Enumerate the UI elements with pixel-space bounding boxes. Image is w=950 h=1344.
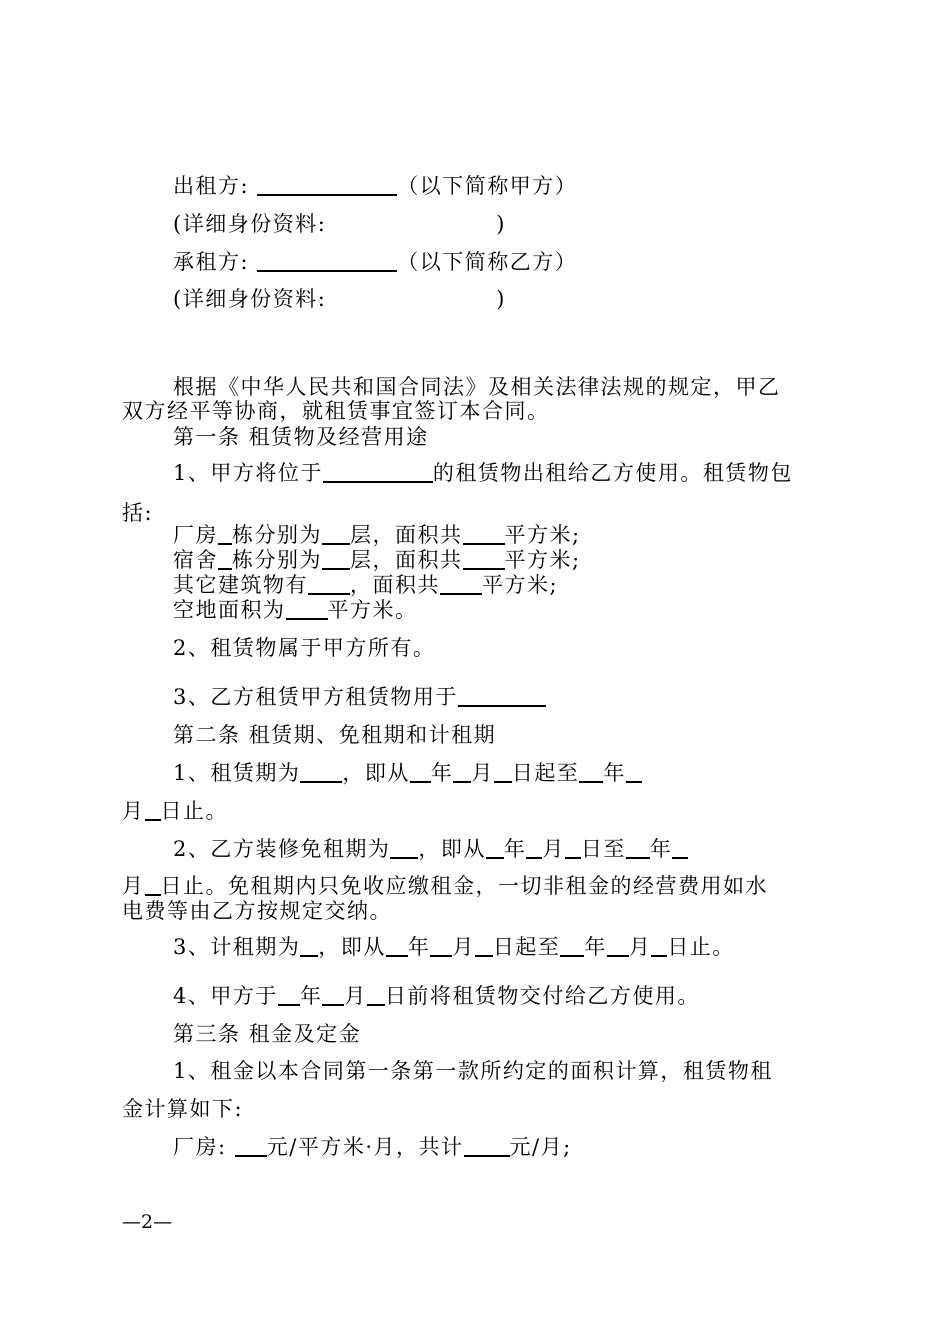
a2-item2-end-year: 年 (649, 837, 673, 861)
other-area-blank (440, 573, 482, 595)
a2-item1-cont-month: 月 (122, 799, 145, 823)
article-2-title: 第二条 租赁期、免租期和计租期 (173, 723, 497, 747)
a2-item3-year: 年 (407, 935, 431, 959)
land-text-b: 平方米。 (327, 598, 418, 622)
article-2-item-1-cont (122, 798, 228, 824)
workshop-floors-blank (322, 523, 350, 545)
a2-item2-month: 月 (542, 837, 565, 861)
article-1-item-1 (173, 460, 793, 486)
free-term-blank (390, 837, 418, 859)
dorm-label: 宿舍 (173, 548, 218, 572)
open-land-line (173, 597, 418, 623)
lease-start-month-blank (453, 761, 471, 783)
lessor-detail-line (173, 211, 506, 237)
billing-end-month-blank (607, 935, 629, 957)
lessee-detail-label: (详细身份资料: (173, 287, 327, 311)
a2-item2-year: 年 (503, 837, 527, 861)
a2-item3-text-b: ，即从 (318, 935, 386, 959)
a2-item2-zhi: 至 (603, 837, 626, 861)
delivery-year-blank (278, 984, 300, 1006)
article-2-item-1 (173, 760, 642, 786)
free-start-year-blank (486, 837, 504, 859)
a3-workshop-label: 厂房: (173, 1135, 227, 1159)
a2-item4-month: 月 (344, 984, 367, 1008)
dorm-line (173, 547, 581, 573)
a2-item4-text-b: 日前将租赁物交付给乙方使用。 (384, 984, 700, 1008)
lease-start-day-blank (494, 761, 512, 783)
article-1-item-3 (173, 684, 546, 710)
free-end-year-blank (626, 837, 650, 859)
page-number: —2— (122, 1211, 173, 1233)
a2-item2-cont-month: 月 (122, 874, 145, 898)
lessee-detail-close: ) (496, 287, 506, 311)
workshop-text-b: 栋分别为 (232, 523, 322, 547)
unit-rent-blank (235, 1135, 267, 1157)
a2-item1-qizhi: 起至 (534, 761, 580, 785)
article-3-item-1: 1、租金以本合同第一条第一款所约定的面积计算，租赁物租 (173, 1059, 773, 1083)
a2-item1-day: 日 (511, 761, 535, 785)
article-1-title: 第一条 租赁物及经营用途 (173, 425, 429, 449)
a3-workshop-text-c: 元/月; (509, 1135, 572, 1159)
dorm-text-b: 栋分别为 (232, 548, 322, 572)
a2-item1-year: 年 (430, 761, 454, 785)
dorm-count-blank (218, 548, 232, 570)
a2-item1-text-a: 1、租赁期为 (173, 761, 301, 785)
a2-item3-end: 日止。 (667, 935, 735, 959)
location-blank (323, 461, 433, 483)
article-3-title: 第三条 租金及定金 (173, 1022, 362, 1046)
a2-item4-text-a: 4、甲方于 (173, 984, 278, 1008)
a2-item4-year: 年 (299, 984, 323, 1008)
a2-item2-cont-text: 日止。免租期内只免收应缴租金，一切非租金的经营费用如水 (160, 874, 768, 898)
lessor-detail-label: (详细身份资料: (173, 212, 327, 236)
lessee-note: （以下简称乙方） (397, 250, 578, 274)
lessor-line (173, 173, 577, 199)
lease-start-year-blank (410, 761, 431, 783)
purpose-blank (458, 685, 546, 707)
lease-end-month-blank (626, 761, 642, 783)
article-2-item-3 (173, 934, 735, 960)
workshop-text-d: 平方米; (504, 523, 581, 547)
dorm-floors-blank (322, 548, 350, 570)
preamble-line-2: 双方经平等协商，就租赁事宜签订本合同。 (122, 399, 550, 423)
workshop-label: 厂房 (173, 523, 218, 547)
a2-item2-text-a: 2、乙方装修免租期为 (173, 837, 391, 861)
dorm-text-c: 层，面积共 (350, 548, 463, 572)
a2-item2-day: 日 (580, 837, 604, 861)
land-label: 空地面积为 (173, 598, 286, 622)
article-2-item-4 (173, 983, 700, 1009)
lease-end-day-blank (145, 799, 161, 821)
lessor-label: 出租方: (173, 174, 250, 198)
workshop-line (173, 522, 581, 548)
article-2-item-2-cont (122, 873, 768, 899)
a2-item1-end: 日止。 (160, 799, 228, 823)
a2-item1-end-year: 年 (603, 761, 626, 785)
lessee-detail-line (173, 286, 506, 312)
lease-end-year-blank (579, 761, 603, 783)
lessor-detail-close: ) (496, 212, 506, 236)
delivery-month-blank (322, 984, 344, 1006)
workshop-count-blank (218, 523, 232, 545)
a2-item3-day: 日 (492, 935, 516, 959)
a2-item3-end-year: 年 (584, 935, 607, 959)
other-text-b: ，面积共 (350, 573, 440, 597)
dorm-area-blank (463, 548, 505, 570)
lessor-note: （以下简称甲方） (397, 174, 578, 198)
billing-start-day-blank (475, 935, 493, 957)
free-end-month-blank (672, 837, 688, 859)
lease-term-blank (300, 761, 342, 783)
other-text-c: 平方米; (482, 573, 559, 597)
workshop-text-c: 层，面积共 (350, 523, 463, 547)
preamble-line-1: 根据《中华人民共和国合同法》及相关法律法规的规定，甲乙 (173, 375, 781, 399)
lessee-label: 承租方: (173, 250, 250, 274)
a2-item1-month: 月 (471, 761, 494, 785)
a1-item1-text-a: 1、甲方将位于 (173, 461, 323, 485)
land-area-blank (286, 598, 328, 620)
workshop-area-blank (463, 523, 505, 545)
other-building-blank (308, 573, 350, 595)
article-1-item-1-cont: 括: (122, 501, 154, 525)
billing-end-day-blank (651, 935, 667, 957)
article-2-item-2-line-3: 电费等由乙方按规定交纳。 (122, 899, 392, 923)
billing-start-month-blank (430, 935, 452, 957)
free-start-day-blank (565, 837, 581, 859)
lessee-line (173, 249, 577, 275)
dorm-text-d: 平方米; (504, 548, 581, 572)
free-start-month-blank (526, 837, 542, 859)
free-end-day-blank (145, 874, 161, 896)
article-1-item-2: 2、租赁物属于甲方所有。 (173, 636, 436, 660)
a2-item3-text-a: 3、计租期为 (173, 935, 301, 959)
a2-item3-month: 月 (452, 935, 475, 959)
a2-item1-text-b: ，即从 (342, 761, 410, 785)
a2-item2-text-b: ，即从 (418, 837, 486, 861)
article-3-item-1-cont: 金计算如下: (122, 1097, 244, 1121)
billing-end-year-blank (560, 935, 584, 957)
monthly-rent-blank (464, 1135, 510, 1157)
lessor-blank (257, 174, 397, 196)
other-label: 其它建筑物有 (173, 573, 308, 597)
a3-workshop-text-b: 元/平方米·月，共计 (266, 1135, 464, 1159)
billing-start-year-blank (386, 935, 408, 957)
billing-term-blank (300, 935, 318, 957)
a2-item3-end-month: 月 (628, 935, 652, 959)
lessee-blank (257, 250, 397, 272)
article-2-item-2 (173, 836, 688, 862)
other-building-line (173, 572, 558, 598)
article-3-workshop-rent (173, 1134, 572, 1160)
delivery-day-blank (367, 984, 385, 1006)
a1-item1-text-b: 的租赁物出租给乙方使用。租赁物包 (432, 461, 793, 485)
a2-item3-qizhi: 起至 (515, 935, 561, 959)
a1-item3-text: 3、乙方租赁甲方租赁物用于 (173, 685, 458, 709)
